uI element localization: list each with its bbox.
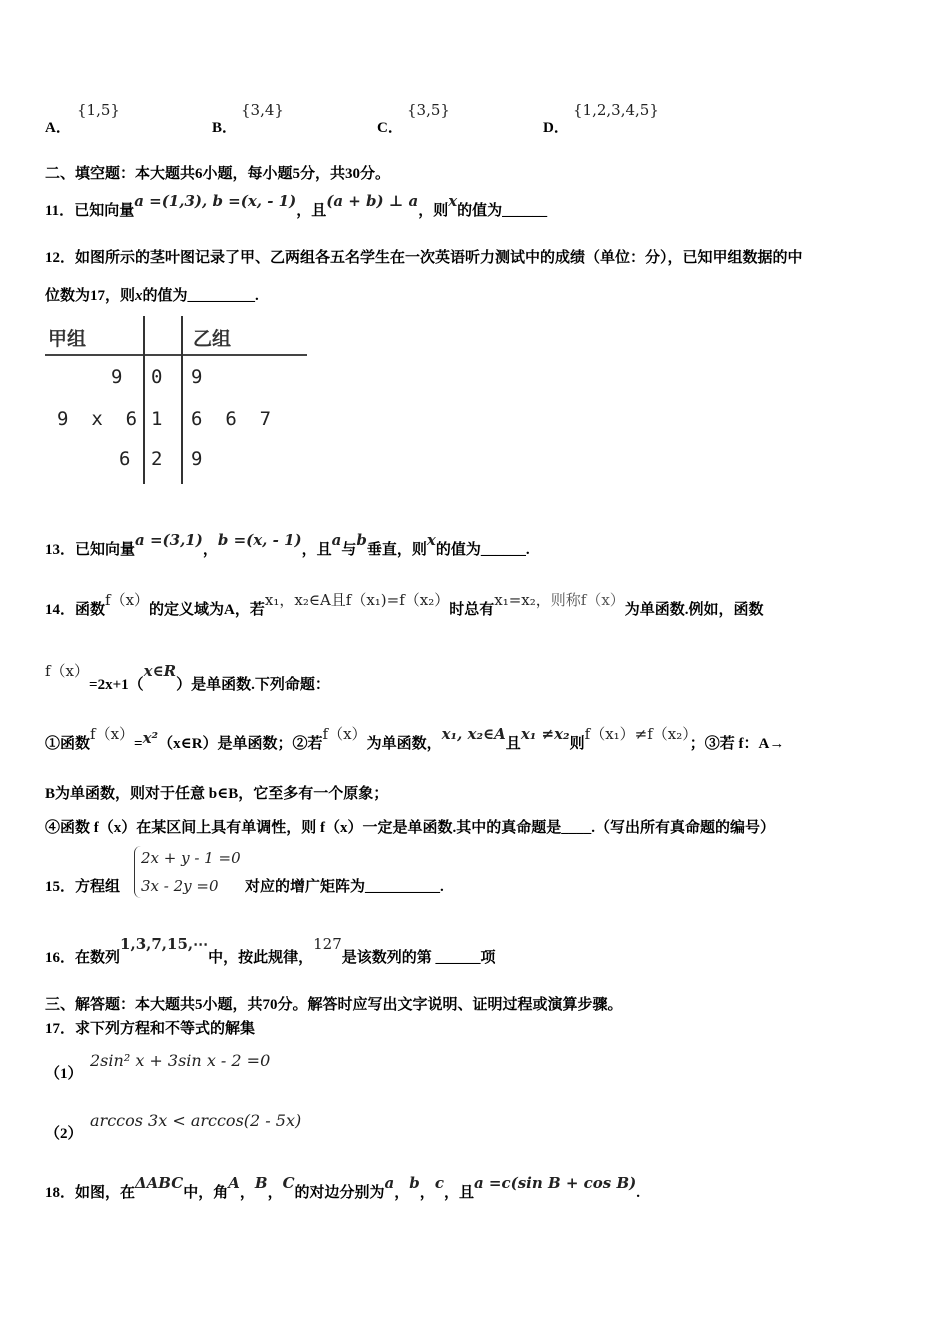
stemleaf-right-header: 乙组: [193, 328, 232, 350]
q13-math-b: b =(x, - 1): [217, 531, 302, 549]
q14-text-3: 时总有: [449, 602, 495, 618]
q13-number: 13．: [45, 542, 76, 558]
q18-math-A: A: [228, 1174, 240, 1192]
q13-math-a: a =(3,1): [135, 531, 203, 549]
q14-l3-text-3: （x∈R）是单函数；②若: [158, 736, 323, 752]
q16-text-2: 中，按此规律，: [208, 950, 314, 966]
q14-math-eq: x₁=x₂，: [494, 591, 551, 609]
q12-line-1: 12．如图所示的茎叶图记录了甲、乙两组各五名学生在一次英语听力测试中的成绩（单位：分），已知甲组数据的中: [45, 250, 803, 266]
q12-line-2: [45, 284, 259, 305]
stemleaf-header-rule: [45, 354, 307, 356]
q18-math-C: C: [282, 1174, 295, 1192]
q14-l3-math-fx2: f（x）: [322, 725, 367, 743]
q18-sep-2: ，: [267, 1185, 283, 1201]
q12-text-b: 的值为_________.: [142, 288, 259, 304]
q15-text-2: 对应的增广矩阵为__________.: [245, 879, 444, 895]
q12-text-a: 位数为17，则: [45, 288, 136, 304]
stemleaf-row2-stem: 1: [151, 408, 163, 430]
q14-text-2: 的定义域为A，若: [149, 602, 265, 618]
q14-l2-text-1: =2x+1（: [89, 677, 144, 693]
q18-sep-1: ，: [239, 1185, 255, 1201]
question-16: [45, 935, 496, 967]
q14-l3-math-fx: f（x）: [90, 725, 135, 743]
option-b-label: B．: [212, 120, 238, 136]
q18-math-a: a: [384, 1174, 395, 1192]
stemleaf-row1-stem: 0: [151, 366, 163, 388]
q11-number: 11．: [45, 203, 75, 219]
q14-l3-text-1: ①函数: [45, 736, 91, 752]
q12-x: x: [135, 288, 143, 304]
q14-line-5: ④函数 f（x）在某区间上具有单调性，则 f（x）一定是单函数.其中的真命题是____.（写出所有真命题的编号）: [45, 820, 775, 836]
section-2-heading: 二、填空题：本大题共6小题，每小题5分，共30分。: [45, 166, 391, 182]
q15-equation-1: 2x + y - 1 =0: [141, 849, 241, 867]
q14-l3-text-5: 且: [505, 736, 521, 752]
q14-l3-text-6: 则: [569, 736, 585, 752]
q18-math-B: B: [254, 1174, 268, 1192]
q18-sep-4: ，: [419, 1185, 435, 1201]
q14-l2-math-fx: f（x）: [45, 662, 90, 680]
q14-l3-text-4: 为单函数，: [366, 736, 442, 752]
q18-text-3: 的对边分别为: [294, 1185, 385, 1201]
q13-text-6: 的值为______.: [435, 542, 530, 558]
stemleaf-row3-left: 6: [119, 448, 131, 470]
q15-brace: [134, 846, 141, 898]
q17-title: 17．求下列方程和不等式的解集: [45, 1021, 256, 1037]
stemleaf-row1-left: 9: [111, 366, 123, 388]
stemleaf-row1-right: 9: [191, 366, 203, 388]
option-c-value: {3,5}: [407, 101, 450, 119]
q14-text-1: 函数: [75, 602, 106, 618]
q18-number: 18．: [45, 1185, 76, 1201]
option-b-value: {3,4}: [241, 101, 284, 119]
q18-math-equation: a =c(sin B + cos B): [473, 1174, 637, 1192]
q14-l3-text-2: =: [134, 736, 143, 752]
option-d-label: D．: [543, 120, 569, 136]
q11-text-3: ，则: [418, 203, 449, 219]
q18-text-1: 如图，在: [75, 1185, 136, 1201]
q15-equation-2: 3x - 2y =0: [141, 877, 219, 895]
stemleaf-divider-left: [143, 316, 145, 484]
q17-part-2-label: （2）: [45, 1126, 83, 1142]
stemleaf-divider-right: [181, 316, 183, 484]
q14-l2-math-domain: x∈R: [143, 662, 177, 680]
q15-number: 15．: [45, 879, 76, 895]
q14-text-4: 为单函数.例如，函数: [624, 602, 764, 618]
q14-line-1: [45, 591, 764, 619]
q18-math-triangle: ΔABC: [135, 1174, 184, 1192]
q17-part-1-math: 2sin² x + 3sin x - 2 =0: [90, 1051, 271, 1070]
question-11: [45, 192, 548, 220]
q13-text-1: 已知向量: [75, 542, 136, 558]
stemleaf-row3-stem: 2: [151, 448, 163, 470]
q14-math-cond: x₁，x₂∈A且f（x₁)=f（x₂）: [264, 591, 450, 609]
q16-math-127: 127: [313, 935, 342, 953]
option-a-label: A．: [45, 120, 71, 136]
q11-text-2: ，且: [296, 203, 327, 219]
q13-math-b2: b: [356, 531, 367, 549]
stem-leaf-plot: [45, 312, 307, 487]
q13-math-x: x: [426, 531, 436, 549]
q14-l3-math-neq: x₁ ≠x₂: [520, 725, 570, 743]
option-c-label: C．: [377, 120, 403, 136]
q14-line-4: B为单函数，则对于任意 b∈B，它至多有一个原象；: [45, 786, 389, 802]
q17-part-1-label: （1）: [45, 1066, 83, 1082]
q18-text-5: .: [636, 1185, 641, 1201]
stemleaf-row3-right: 9: [191, 448, 203, 470]
section-3-heading: 三、解答题：本大题共5小题，共70分。解答时应写出文字说明、证明过程或演算步骤。: [45, 997, 623, 1013]
q16-math-sequence: 1,3,7,15,⋯: [120, 935, 209, 953]
q14-l2-text-2: ）是单函数.下列命题：: [176, 677, 330, 693]
q11-text-4: 的值为______: [457, 203, 548, 219]
q14-line-2: [45, 662, 330, 694]
option-d-value: {1,2,3,4,5}: [573, 101, 659, 119]
option-a-value: {1,5}: [77, 101, 120, 119]
q17-part-2-math: arccos 3x < arccos(2 - 5x): [90, 1111, 302, 1130]
stemleaf-row2-right: 6 6 7: [191, 408, 272, 430]
q11-text-1: 已知向量: [74, 203, 135, 219]
stemleaf-left-header: 甲组: [48, 328, 87, 350]
q14-l3-text-7: ；③若 f：A→: [689, 736, 785, 752]
question-18: [45, 1174, 641, 1202]
q13-text-3: ，且: [301, 542, 332, 558]
q16-number: 16．: [45, 950, 76, 966]
q18-sep-3: ，: [394, 1185, 410, 1201]
q11-math-x: x: [448, 192, 458, 210]
q13-text-2: ，: [202, 542, 218, 558]
q11-math-perp: (a + b) ⊥ a: [326, 192, 419, 210]
q14-l3-math-x1x2: x₁, x₂∈A: [441, 725, 506, 743]
q13-math-a2: a: [331, 531, 342, 549]
q18-math-c: c: [434, 1174, 444, 1192]
q14-number: 14．: [45, 602, 76, 618]
q14-l3-math-fneq: f（x₁）≠f（x₂）: [584, 725, 690, 743]
q16-text-1: 在数列: [75, 950, 121, 966]
q15-lead: [45, 875, 120, 896]
q18-text-2: 中，角: [183, 1185, 229, 1201]
q15-text-1: 方程组: [75, 879, 121, 895]
q14-line-3: [45, 725, 785, 753]
q16-text-3: 是该数列的第 ______项: [341, 950, 496, 966]
q14-l3-math-x2: x²: [142, 729, 159, 747]
question-13: [45, 531, 530, 559]
stemleaf-row2-left: 9 x 6: [57, 408, 138, 430]
q18-text-4: ，且: [443, 1185, 474, 1201]
q11-math-vectors: a =(1,3), b =(x, - 1): [134, 192, 297, 210]
q13-text-5: 垂直，则: [366, 542, 427, 558]
q14-math-fx: f（x）: [105, 591, 150, 609]
q14-math-then: 则称f（x）: [550, 591, 625, 609]
q13-text-4: 与: [341, 542, 357, 558]
q18-math-b: b: [409, 1174, 420, 1192]
